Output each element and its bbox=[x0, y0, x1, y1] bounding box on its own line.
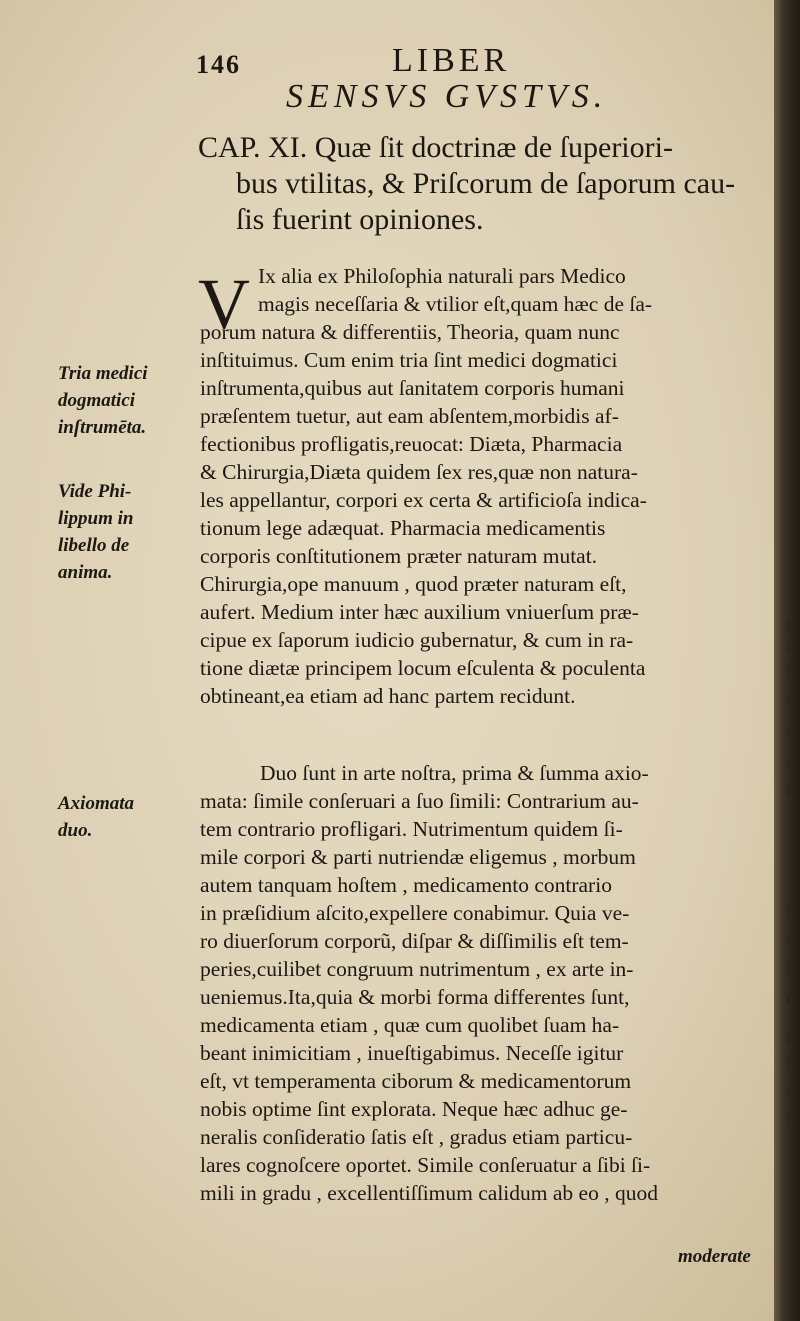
bleed-through-letter: r bbox=[786, 1082, 792, 1101]
text-line: tem contrario profligari. Nutrimentum quidem ſi- bbox=[200, 817, 623, 841]
text-line: peries,cuilibet congruum nutrimentum , ex arte in- bbox=[200, 957, 634, 981]
text-line: ueniemus.Ita,quia & morbi forma differentes ſunt, bbox=[200, 985, 630, 1009]
bleed-through-letter: c bbox=[786, 636, 794, 655]
catchword: moderate bbox=[678, 1246, 751, 1267]
bleed-through-letter: d bbox=[786, 928, 795, 947]
section-title: SENSVS GVSTVS. bbox=[286, 78, 608, 115]
text-line: mata: ſimile conſeruari a ſuo ſimili: Contrarium au- bbox=[200, 789, 639, 813]
bleed-through-letter: e bbox=[786, 720, 794, 739]
margin-note-philippum: Vide Phi- lippum in libello de anima. bbox=[58, 481, 134, 583]
text-line: corporis conſtitutionem præter naturam mutat. bbox=[200, 544, 598, 568]
text-line: obtineant,ea etiam ad hanc partem recidunt. bbox=[200, 684, 576, 708]
running-head: LIBER bbox=[392, 42, 511, 79]
bleed-through-letter: t bbox=[786, 660, 791, 679]
text-line: beant inimicitiam , inueſtigabimus. Neceſſe igitur bbox=[200, 1041, 624, 1065]
text-line: mili in gradu , excellentiſſimum calidum ab eo , quod bbox=[200, 1181, 658, 1205]
chapter-heading-line: ſis fuerint opiniones. bbox=[236, 203, 484, 236]
text-line: magis neceſſaria & vtilior eſt,quam hæc de ſa- bbox=[258, 292, 653, 316]
text-line: autem tanquam hoſtem , medicamento contrario bbox=[200, 873, 612, 897]
text-line: cipue ex ſaporum iudicio gubernatur, & cum in ra- bbox=[200, 628, 634, 652]
text-line: præſentem tuetur, aut eam abſentem,morbidis af- bbox=[200, 404, 619, 428]
text-line: porum natura & differentiis, Theoria, quam nunc bbox=[200, 320, 620, 344]
bleed-through-letter: t bbox=[786, 1052, 791, 1071]
text-line: in præſidium aſcito,expellere conabimur. Quia ve- bbox=[200, 901, 630, 925]
bleed-through-letter: g bbox=[786, 956, 795, 975]
text-line: tione diætæ principem locum eſculenta & poculenta bbox=[200, 656, 646, 680]
text-line: inſtrumenta,quibus aut ſanitatem corporis humani bbox=[200, 376, 625, 400]
text-line: tionum lege adæquat. Pharmacia medicamentis bbox=[200, 516, 606, 540]
text-line: mile corpori & parti nutriendæ eligemus , morbum bbox=[200, 845, 636, 869]
page-number: 146 bbox=[196, 50, 241, 79]
bleed-through-letter: a bbox=[786, 690, 794, 709]
margin-note-instruments: Tria medici dogmatici inſtrumēta. bbox=[58, 363, 148, 438]
bleed-through-letter: t bbox=[786, 616, 791, 635]
text-line: Duo ſunt in arte noſtra, prima & ſumma axio- bbox=[260, 761, 649, 785]
bleed-through-letter: n bbox=[786, 780, 795, 799]
text-line: nobis optime ſint explorata. Neque hæc adhuc ge- bbox=[200, 1097, 628, 1121]
bleed-through-letter: F bbox=[786, 1028, 796, 1047]
chapter-heading bbox=[198, 130, 773, 238]
drop-cap: V bbox=[198, 264, 250, 344]
text-line: aufert. Medium inter hæc auxilium vniuerſum præ- bbox=[200, 600, 639, 624]
chapter-heading-line: CAP. XI. Quæ ſit doctrinæ de ſuperiori- bbox=[198, 131, 673, 164]
text-line: medicamenta etiam , quæ cum quolibet ſuam ha- bbox=[200, 1013, 620, 1037]
text-line: neralis conſideratio ſatis eſt , gradus etiam particu- bbox=[200, 1125, 633, 1149]
bleed-through-letter: C bbox=[786, 990, 798, 1009]
text-line: ro diuerſorum corporũ, diſpar & diſſimilis eſt tem- bbox=[200, 929, 629, 953]
bleed-through-letter: t bbox=[786, 1108, 791, 1127]
text-line: les appellantur, corpori ex certa & artificioſa indica- bbox=[200, 488, 647, 512]
bleed-through-letter: ſ bbox=[786, 900, 791, 919]
text-line: Ix alia ex Philoſophia naturali pars Medico bbox=[258, 264, 626, 288]
chapter-heading-line: bus vtilitas, & Priſcorum de ſaporum cau- bbox=[236, 167, 736, 200]
text-line: Chirurgia,ope manuum , quod præter naturam eſt, bbox=[200, 572, 627, 596]
text-line: inſtituimus. Cum enim tria ſint medici dogmatici bbox=[200, 348, 618, 372]
text-line: eſt, vt temperamenta ciborum & medicamentorum bbox=[200, 1069, 632, 1093]
bleed-through-letter: c bbox=[786, 752, 794, 771]
text-line: lares cognoſcere oportet. Simile conſeruatur a ſibi ſi- bbox=[200, 1153, 651, 1177]
margin-note-axiomata: Axiomata duo. bbox=[58, 793, 135, 841]
text-line: fectionibus profligatis,reuocat: Diæta, Pharmacia bbox=[200, 432, 623, 456]
text-line: & Chirurgia,Diæta quidem ſex res,quæ non natura- bbox=[200, 460, 638, 484]
